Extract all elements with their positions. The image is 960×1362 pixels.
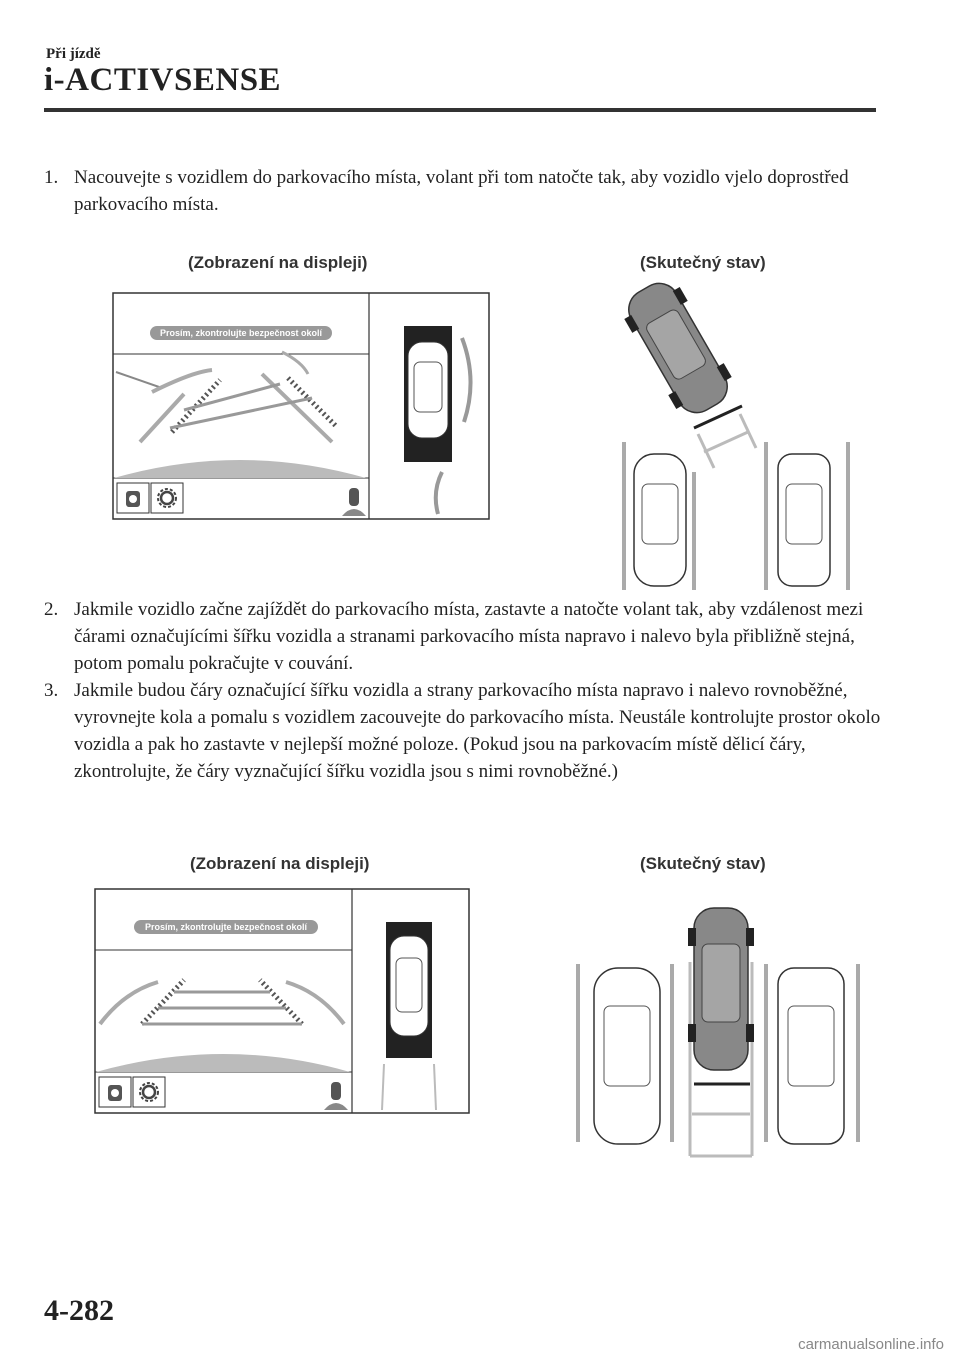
actual-scene-figure	[570, 902, 864, 1164]
page-title: i-ACTIVSENSE	[44, 62, 282, 98]
step-2	[44, 596, 884, 677]
parked-car-left	[594, 968, 660, 1144]
step-1	[44, 164, 884, 218]
parked-car-left	[634, 454, 686, 586]
actual-caption: (Skutečný stav)	[640, 253, 766, 272]
warning-text: Prosím, zkontrolujte bezpečnost okolí	[144, 922, 308, 932]
display-screen-figure	[112, 292, 490, 520]
display-screen-figure	[94, 888, 470, 1114]
step-text: Nacouvejte s vozidlem do parkovacího místa, volant při tom natočte tak, aby vozidlo vjelo doprostřed parkovacího místa.	[74, 167, 849, 215]
step-number: 3.	[44, 680, 59, 701]
reversing-car	[616, 278, 739, 423]
step-text: Jakmile vozidlo začne zajíždět do parkovacího místa, zastavte a natočte volant tak, aby vzdálenost mezi čárami označujícími šířku vozidla a stranami parkovacího místa napravo i nalevo byla přibližně stejná, potom pomalu pokračujte v couvání.	[74, 599, 864, 674]
camera-switch-icon	[126, 491, 140, 507]
step-number: 2.	[44, 599, 59, 620]
page-number: 4-282	[44, 1294, 114, 1327]
parked-car-right	[778, 968, 844, 1144]
actual-scene-figure	[614, 278, 864, 590]
actual-caption: (Skutečný stav)	[640, 854, 766, 873]
step-text: Jakmile budou čáry označující šířku vozidla a strany parkovacího místa napravo i nalevo rovnoběžné, vyrovnejte kola a pomalu s vozidlem zacouvejte do parkovacího místa. Neustále kontrolujte prostor okolo vozidla a pak ho zastavte v nejlepší možné poloze. (Pokud jsou na parkovacím místě dělicí čáry, zkontrolujte, že čáry vyznačující šířku vozidla jsou s nimi rovnoběžné.)	[74, 680, 881, 782]
reversing-car	[688, 908, 754, 1070]
parked-car-right	[778, 454, 830, 586]
display-caption: (Zobrazení na displeji)	[188, 253, 368, 272]
section-label: Při jízdě	[46, 46, 101, 62]
title-rule	[44, 108, 876, 112]
display-caption: (Zobrazení na displeji)	[190, 854, 370, 873]
watermark: carmanualsonline.info	[798, 1336, 944, 1353]
camera-switch-icon	[108, 1085, 122, 1101]
step-3	[44, 677, 884, 785]
warning-text: Prosím, zkontrolujte bezpečnost okolí	[159, 328, 323, 338]
step-number: 1.	[44, 167, 59, 188]
